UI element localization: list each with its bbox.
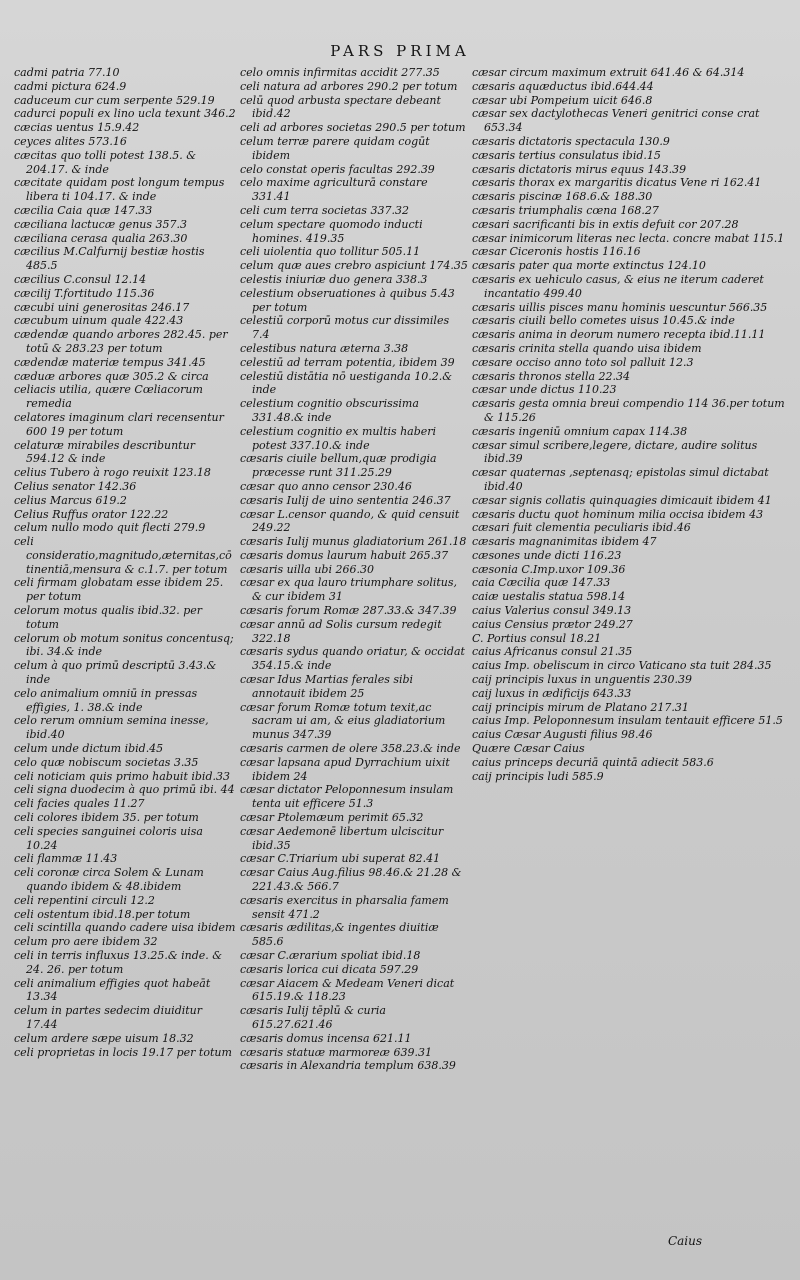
index-entry: cæsar inimicorum literas nec lecta. concre mabat 115.1 xyxy=(472,231,785,245)
index-entry: cæcilius C.consul 12.14 xyxy=(14,272,147,286)
index-entry: cæsar dictator Peloponnesum insulam tenta uit efficere 51.3 xyxy=(240,783,454,811)
index-entry: cæsaris dictatoris spectacula 130.9 xyxy=(472,134,670,148)
index-entry: cæsar ex qua lauro triumphare solitus, & cur ibidem 31 xyxy=(240,576,457,604)
index-entry: celestium cognitio ex multis haberi potest 337.10.& inde xyxy=(240,424,437,452)
index-entry: cæsonia C.Imp.uxor 109.36 xyxy=(472,562,626,576)
index-entry: cæcitas quo tolli potest 138.5. & 204.17. & inde xyxy=(14,148,197,176)
index-entry: caius Valerius consul 349.13 xyxy=(472,604,632,618)
index-entry: celum nullo modo quit flecti 279.9 xyxy=(14,521,206,535)
index-entry: celius Marcus 619.2 xyxy=(14,493,127,507)
index-entry: celum spectare quomodo inducti homines. 419.35 xyxy=(240,217,423,245)
index-entry: cæsaris exercitus in pharsalia famem sensit 471.2 xyxy=(240,893,449,921)
index-entry: caij principis ludi 585.9 xyxy=(472,769,604,783)
index-column-2 xyxy=(240,66,468,1073)
index-column-1 xyxy=(14,66,236,1059)
index-entry: celo constat operis facultas 292.39 xyxy=(240,162,435,176)
index-entry: cæsar Aedemonē libertum ulciscitur ibid.35 xyxy=(240,824,444,852)
index-entry: cæsaris anima in deorum numero recepta ibid.11.11 xyxy=(472,328,766,342)
index-entry: C. Portius consul 18.21 xyxy=(472,631,602,645)
index-entry: celi proprietas in locis 19.17 per totum xyxy=(14,1045,232,1059)
index-entry: cæsar C.Triarium ubi superat 82.41 xyxy=(240,852,441,866)
index-entry: celi colores ibidem 35. per totum xyxy=(14,811,199,825)
index-entry: celiacis utilia, quære Cœliacorum remedia xyxy=(14,383,203,411)
index-entry: cæsaris piscinæ 168.6.& 188.30 xyxy=(472,190,653,204)
index-entry: celaturæ mirabiles describuntur 594.12 & inde xyxy=(14,438,195,466)
index-entry: cæsaris ciuili bello cometes uisus 10.45.& inde xyxy=(472,314,735,328)
index-entry: caius Censius prætor 249.27 xyxy=(472,617,633,631)
index-entry: cæsones unde dicti 116.23 xyxy=(472,548,622,562)
index-entry: cæsar Ciceronis hostis 116.16 xyxy=(472,245,641,259)
index-entry: cæsar Idus Martias ferales sibi annotauit ibidem 25 xyxy=(240,673,414,700)
index-entry: cæciliana lactucæ genus 357.3 xyxy=(14,217,188,231)
index-entry: cadmi pictura 624.9 xyxy=(14,79,127,93)
index-entry: cæsaris ciuile bellum,quæ prodigia præcesse runt 311.25.29 xyxy=(240,452,437,480)
index-entry: cæsari sacrificanti bis in extis defuit cor 207.28 xyxy=(472,217,739,231)
index-entry: caius Cæsar Augusti filius 98.46 xyxy=(472,728,653,742)
index-entry: cæciliana cerasa qualia 263.30 xyxy=(14,231,188,245)
index-entry: cæsaris carmen de olere 358.23.& inde xyxy=(240,742,461,756)
index-entry: cæcilia Caia quæ 147.33 xyxy=(14,203,153,217)
index-entry: celum ardere sæpe uisum 18.32 xyxy=(14,1031,194,1045)
index-entry: celi repentini circuli 12.2 xyxy=(14,893,155,907)
index-entry: cæsaris lorica cui dicata 597.29 xyxy=(240,962,419,976)
index-entry: celi flammæ 11.43 xyxy=(14,852,118,866)
index-entry: celum à quo primū descriptū 3.43.& inde xyxy=(14,659,217,687)
index-entry: Celius Ruffus orator 122.22 xyxy=(14,507,169,521)
index-entry: celorum motus qualis ibid.32. per totum xyxy=(14,604,203,631)
index-entry: cæsar quaternas ,septenasq; epistolas simul dictabat ibid.40 xyxy=(472,466,769,493)
index-entry: cæsaris Iulij munus gladiatorium 261.18 xyxy=(240,535,467,549)
index-entry: cæsar ubi Pompeium uicit 646.8 xyxy=(472,93,653,107)
index-entry: celestium cognitio obscurissima 331.48.& inde xyxy=(240,397,419,424)
index-entry: cadmi patria 77.10 xyxy=(14,66,120,79)
index-entry: celestiū ad terram potentia, ibidem 39 xyxy=(240,355,455,369)
index-entry: caduceum cur cum serpente 529.19 xyxy=(14,93,215,107)
index-entry: cæsaris Iulij tēplū & curia 615.27.621.46 xyxy=(240,1004,386,1031)
index-entry: cæsar forum Romæ totum texit,ac sacram ui am, & eius gladiatorium munus 347.39 xyxy=(240,700,446,742)
index-entry: celo omnis infirmitas accidit 277.35 xyxy=(240,66,440,79)
index-entry: celi noticiam quis primo habuit ibid.33 xyxy=(14,769,230,783)
index-entry: cæsaris pater qua morte extinctus 124.10 xyxy=(472,259,706,273)
index-entry: cæcilij T.fortitudo 115.36 xyxy=(14,286,155,300)
index-entry: cæsaris ingeniū omnium capax 114.38 xyxy=(472,424,688,438)
index-entry: cæsaris ductu quot hominum milia occisa ibidem 43 xyxy=(472,507,764,521)
index-entry: cæsaris magnanimitas ibidem 47 xyxy=(472,535,657,549)
index-entry: celi signa duodecim à quo primū ibi. 44 xyxy=(14,783,235,797)
index-entry: cæcitate quidam post longum tempus libera ti 104.17. & inde xyxy=(14,176,225,204)
index-entry: cæsari fuit clementia peculiaris ibid.46 xyxy=(472,521,691,535)
index-entry: celi ad arbores societas 290.5 per totum xyxy=(240,121,466,135)
index-column-3 xyxy=(472,66,790,783)
index-entry: cæsar sex dactylothecas Veneri genitrici conse crat 653.34 xyxy=(472,107,760,135)
index-entry: caij principis luxus in unguentis 230.39 xyxy=(472,673,693,687)
index-entry: celi coronæ circa Solem & Lunam quando ibidem & 48.ibidem xyxy=(14,866,204,894)
index-entry: cæsaris gesta omnia breui compendio 114 36.per totum & 115.26 xyxy=(472,397,785,424)
index-entry: cæsaris forum Romæ 287.33.& 347.39 xyxy=(240,604,457,618)
index-entry: caius Imp. obeliscum in circo Vaticano sta tuit 284.35 xyxy=(472,659,772,673)
index-entry: Celius senator 142.36 xyxy=(14,479,137,493)
index-entry: cæcubi uini generositas 246.17 xyxy=(14,300,190,314)
index-entry: caiæ uestalis statua 598.14 xyxy=(472,590,626,604)
index-entry: cæsaris thorax ex margaritis dicatus Vene ri 162.41 xyxy=(472,176,762,190)
index-entry: cædendæ quando arbores 282.45. per totū & 283.23 per totum xyxy=(14,328,228,355)
index-entry: cæsaris Iulij de uino sententia 246.37 xyxy=(240,493,451,507)
index-entry: celestis iniuriæ duo genera 338.3 xyxy=(240,272,428,286)
index-entry: celo rerum omnium semina inesse, ibid.40 xyxy=(14,714,209,742)
index-entry: cæsaris thronos stella 22.34 xyxy=(472,369,631,383)
index-entry: cæsaris triumphalis cœna 168.27 xyxy=(472,203,659,217)
index-entry: cæsaris crinita stella quando uisa ibidem xyxy=(472,341,702,355)
index-entry: cæsar Caius Aug.filius 98.46.& 21.28 & 221.43.& 566.7 xyxy=(240,866,462,894)
index-entry: celi species sanguinei coloris uisa 10.24 xyxy=(14,824,203,852)
index-entry: celo animalium omniū in pressas effigies, 1. 38.& inde xyxy=(14,686,198,714)
index-entry: cæcilius M.Calfurnij bestiæ hostis 485.5 xyxy=(14,245,205,273)
index-entry: celestium obseruationes à quibus 5.43 per totum xyxy=(240,286,455,314)
index-entry: cæsar unde dictus 110.23 xyxy=(472,383,617,397)
index-entry: cæsaris sydus quando oriatur, & occidat 354.15.& inde xyxy=(240,645,465,673)
index-entry: caij luxus in ædificijs 643.33 xyxy=(472,686,632,700)
index-entry: cæsar quo anno censor 230.46 xyxy=(240,479,412,493)
index-entry: celo quæ nobiscum societas 3.35 xyxy=(14,755,199,769)
index-entry: celum quæ aues crebro aspiciunt 174.35 xyxy=(240,259,468,273)
index-entry: cæsaris domus incensa 621.11 xyxy=(240,1031,412,1045)
index-entry: cæsaris domus laurum habuit 265.37 xyxy=(240,548,449,562)
index-entry: celum terræ parere quidam cogūt ibidem xyxy=(240,134,430,162)
index-entry: cæsaris in Alexandria templum 638.39 xyxy=(240,1059,456,1073)
index-entry: cæsaris ædilitas,& ingentes diuitiæ 585.6 xyxy=(240,921,439,949)
index-entry: cæsaris uilla ubi 266.30 xyxy=(240,562,374,576)
index-entry: cæsar L.censor quando, & quid censuit 249.22 xyxy=(240,507,460,535)
index-entry: celestiū corporū motus cur dissimiles 7.4 xyxy=(240,314,450,342)
index-entry: celi consideratio,magnitudo,æternitas,cō tinentiā,mensura & c.1.7. per totum xyxy=(14,535,232,576)
index-entry: celi animalium effigies quot habeāt 13.34 xyxy=(14,976,211,1004)
index-entry: celum in partes sedecim diuiditur 17.44 xyxy=(14,1004,203,1031)
index-entry: cadurci populi ex lino ucla texunt 346.2 xyxy=(14,107,236,121)
index-entry: cæsar C.ærarium spoliat ibid.18 xyxy=(240,949,421,962)
index-entry: cæsaris statuæ marmoreæ 639.31 xyxy=(240,1045,432,1059)
index-entry: caij principis mirum de Platano 217.31 xyxy=(472,700,689,714)
index-entry: celi natura ad arbores 290.2 per totum xyxy=(240,79,458,93)
index-entry: cædendæ materiæ tempus 341.45 xyxy=(14,355,206,369)
index-entry: Quære Cæsar Caius xyxy=(472,742,585,756)
index-entry: celestibus natura æterna 3.38 xyxy=(240,341,409,355)
index-entry: celum unde dictum ibid.45 xyxy=(14,742,164,756)
index-entry: celi ostentum ibid.18.per totum xyxy=(14,907,191,921)
index-entry: cæsaris uillis pisces manu hominis uescuntur 566.35 xyxy=(472,300,768,314)
index-entry: ceyces alites 573.16 xyxy=(14,134,127,148)
index-entry: caius princeps decuriā quintā adiecit 583.6 xyxy=(472,755,714,769)
index-entry: cæsar circum maximum extruit 641.46 & 64.314 xyxy=(472,66,745,79)
index-entry: celius Tubero à rogo reuixit 123.18 xyxy=(14,466,211,480)
index-entry: cæcubum uinum quale 422.43 xyxy=(14,314,184,328)
index-entry: cæsaris aquæductus ibid.644.44 xyxy=(472,79,654,93)
index-entry: celi facies quales 11.27 xyxy=(14,797,145,811)
index-entry: celum pro aere ibidem 32 xyxy=(14,935,158,949)
index-entry: celi scintilla quando cadere uisa ibidem xyxy=(14,921,236,935)
page-header: PARS PRIMA xyxy=(330,42,470,60)
index-entry: cæcias uentus 15.9.42 xyxy=(14,121,140,135)
index-entry: celū quod arbusta spectare debeant ibid.42 xyxy=(240,93,441,121)
index-entry: cæduæ arbores quæ 305.2 & circa xyxy=(14,369,209,383)
index-entry: cæsar simul scribere,legere, dictare, audire solitus ibid.39 xyxy=(472,438,758,466)
index-entry: caius Imp. Peloponnesum insulam tentauit efficere 51.5 xyxy=(472,714,783,728)
index-entry: cæsar annū ad Solis cursum redegit 322.18 xyxy=(240,617,442,645)
index-entry: celestiū distātia nō uestiganda 10.2.& inde xyxy=(240,369,452,397)
index-entry: celi in terris influxus 13.25.& inde. & 24. 26. per totum xyxy=(14,949,223,976)
index-entry: celatores imaginum clari recensentur 600 19 per totum xyxy=(14,410,224,438)
index-entry: cæsar Ptolemæum perimit 65.32 xyxy=(240,811,424,825)
index-entry: cæsar signis collatis quinquagies dimicauit ibidem 41 xyxy=(472,493,772,507)
index-entry: celi uiolentia quo tollitur 505.11 xyxy=(240,245,421,259)
catchword: Caius xyxy=(667,1234,702,1248)
index-entry: cæsaris ex uehiculo casus, & eius ne iterum caderet incantatio 499.40 xyxy=(472,272,764,300)
index-entry: celi firmam globatam esse ibidem 25. per totum xyxy=(14,576,224,604)
index-entry: cæsaris dictatoris mirus equus 143.39 xyxy=(472,162,687,176)
index-entry: caia Cæcilia quæ 147.33 xyxy=(472,576,611,590)
index-entry: celorum ob motum sonitus concentusq; ibi. 34.& inde xyxy=(14,631,234,659)
index-entry: caius Africanus consul 21.35 xyxy=(472,645,633,659)
index-entry: cæsar lapsana apud Dyrrachium uixit ibidem 24 xyxy=(240,755,450,783)
index-entry: celo maxime agriculturā constare 331.41 xyxy=(240,176,428,204)
index-entry: cæsaris tertius consulatus ibid.15 xyxy=(472,148,661,162)
index-entry: cæsar Aiacem & Medeam Veneri dicat 615.19.& 118.23 xyxy=(240,976,455,1004)
index-entry: celi cum terra societas 337.32 xyxy=(240,203,409,217)
index-entry: cæsare occiso anno toto sol palluit 12.3 xyxy=(472,355,694,369)
